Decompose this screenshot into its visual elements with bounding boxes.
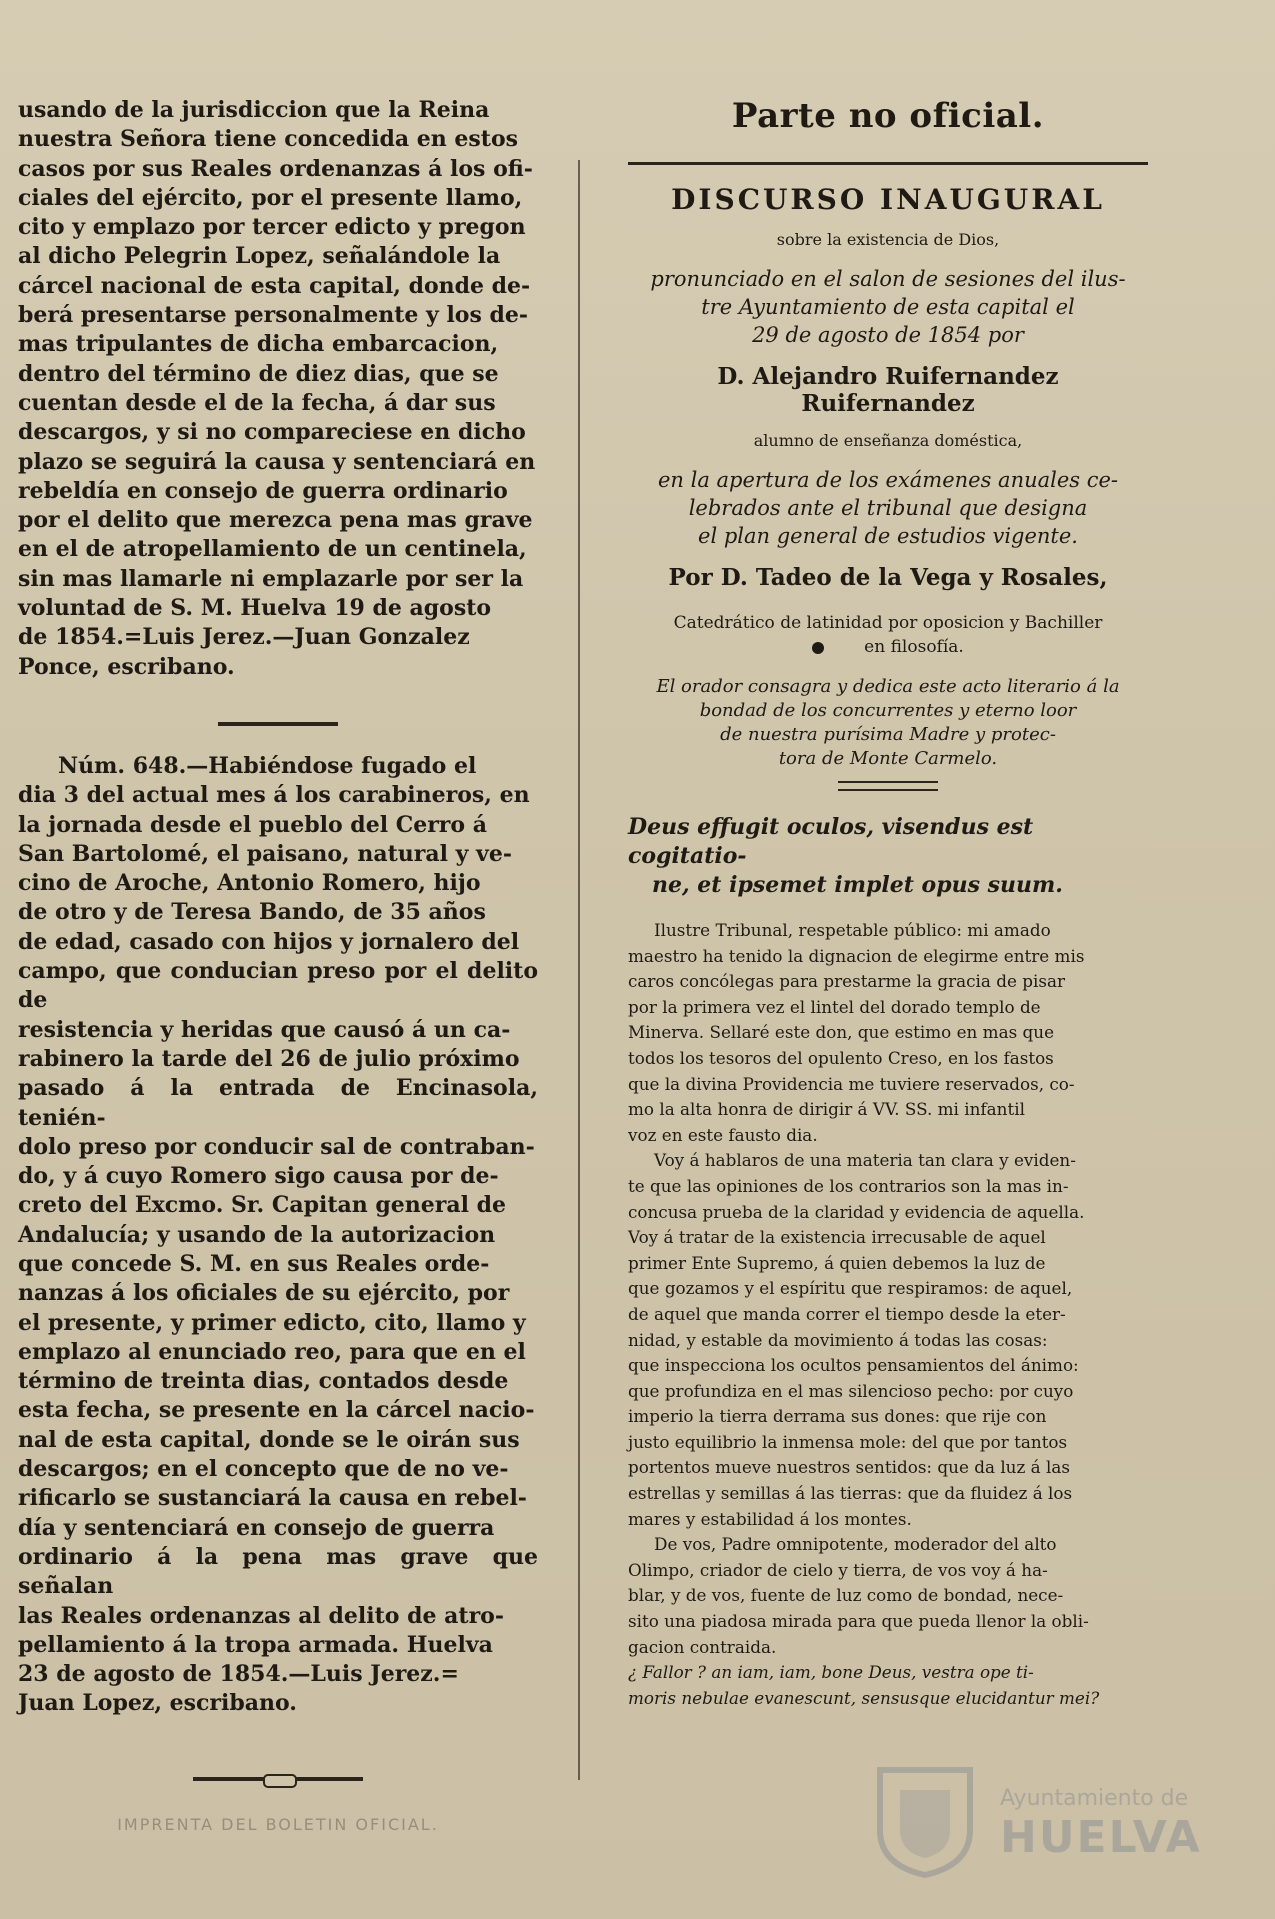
p2-line: rificarlo se sustanciará la causa en rebel- (18, 1485, 527, 1512)
heading-rule (628, 162, 1148, 165)
p2-line: de otro y de Teresa Bando, de 35 años (18, 899, 486, 926)
latin-motto (628, 813, 1148, 900)
p2-line: Juan Lopez, escribano. (18, 1690, 297, 1717)
p2-line: de edad, casado con hijos y jornalero del (18, 928, 520, 955)
end-ornament (193, 1777, 363, 1781)
b2-line: portentos mueve nuestros sentidos: que da luz á las (628, 1457, 1070, 1478)
p2-line: Andalucía; y usando de la autorizacion (18, 1221, 496, 1248)
watermark-main: HUELVA (1000, 1812, 1202, 1863)
p2-line: creto del Excmo. Sr. Capitan general de (18, 1192, 507, 1219)
p2-line: San Bartolomé, el paisano, natural y ve- (18, 840, 512, 867)
column-divider (578, 160, 580, 1780)
p1-line: voluntad de S. M. Huelva 19 de agosto (18, 595, 492, 622)
p1-line: ciales del ejército, por el presente llamo, (18, 184, 523, 211)
pron-line: pronunciado en el salon de sesiones del ilus- (650, 267, 1126, 291)
p2-line: término de treinta dias, contados desde (18, 1368, 509, 1395)
b3-line: blar, y de vos, fuente de luz como de bondad, nece- (628, 1585, 1064, 1606)
p2-line: Núm. 648.—Habiéndose fugado el (58, 752, 477, 779)
p2-line: el presente, y primer edicto, cito, llamo y (18, 1309, 526, 1336)
b2-line: de aquel que manda correr el tiempo desde la eter- (628, 1303, 1066, 1324)
p1-line: descargos, y si no compareciese en dicho (18, 419, 526, 446)
bullet-icon (812, 642, 824, 654)
p1-line: casos por sus Reales ordenanzas á los ofi- (18, 155, 533, 182)
b2-line: mares y estabilidad á los montes. (628, 1508, 912, 1529)
discourse-title: DISCURSO INAUGURAL (671, 183, 1105, 216)
section-separator (218, 722, 338, 726)
b2-line: Voy á tratar de la existencia irrecusable de aquel (628, 1227, 1046, 1248)
p1-line: sin mas llamarle ni emplazarle por ser la (18, 565, 524, 592)
p2-line: nanzas á los oficiales de su ejército, por (18, 1280, 510, 1307)
author-role: alumno de enseñanza doméstica, (753, 431, 1023, 450)
b1-line: todos los tesoros del opulento Creso, en los fastos (628, 1047, 1054, 1068)
right-column (628, 96, 1148, 1711)
b1-line: que la divina Providencia me tuviere reservados, co- (628, 1073, 1075, 1094)
p2-line: ordinario á la pena mas grave que señalan (18, 1543, 538, 1600)
body-paragraph-2 (628, 1148, 1148, 1532)
b1-line: por la primera vez el lintel del dorado templo de (628, 996, 1041, 1017)
p1-line: Ponce, escribano. (18, 653, 235, 680)
ded-line: bondad de los concurrentes y eterno loor (699, 700, 1077, 721)
double-rule (838, 781, 938, 791)
body-paragraph-3 (628, 1532, 1148, 1660)
b2-line: estrellas y semillas á las tierras: que da fluidez á los (628, 1483, 1073, 1504)
dedication-block (628, 675, 1148, 771)
by-role (628, 611, 1148, 659)
b2-line: imperio la tierra derrama sus dones: que rije con (628, 1406, 1047, 1427)
b1-line: voz en este fausto dia. (628, 1124, 818, 1145)
b2-line: que profundiza en el mas silencioso pecho: por cuyo (628, 1380, 1074, 1401)
pron-line: tre Ayuntamiento de esta capital el (701, 295, 1075, 319)
p2-line: do, y á cuyo Romero sigo causa por de- (18, 1163, 499, 1190)
b3-line: De vos, Padre omnipotente, moderador del alto (654, 1534, 1057, 1555)
by-role-line-2-text: en filosofía. (864, 637, 964, 657)
b2-line: que inspecciona los ocultos pensamientos del ánimo: (628, 1355, 1079, 1376)
edict-paragraph-648 (18, 752, 538, 1719)
p1-line: al dicho Pelegrin Lopez, señalándole la (18, 243, 501, 270)
pronounced-block (628, 265, 1148, 349)
b1-line: Ilustre Tribunal, respetable público: mi amado (654, 920, 1051, 940)
b2-line: que gozamos y el espíritu que respiramos: de aquel, (628, 1278, 1073, 1299)
occasion-block (628, 466, 1148, 550)
body-paragraph-1 (628, 918, 1148, 1148)
p1-line: berá presentarse personalmente y los de- (18, 302, 529, 329)
occ-line: el plan general de estudios vigente. (698, 524, 1078, 548)
p1-line: dentro del término de diez dias, que se (18, 360, 499, 387)
p2-line: emplazo al enunciado reo, para que en el (18, 1338, 526, 1365)
p2-line: cino de Aroche, Antonio Romero, hijo (18, 870, 481, 897)
p1-line: rebeldía en consejo de guerra ordinario (18, 477, 508, 504)
cl-line: moris nebulae evanescunt, sensusque elucidantur mei? (628, 1687, 1100, 1708)
by-line: Por D. Tadeo de la Vega y Rosales, (668, 564, 1108, 591)
p2-line: resistencia y heridas que causó á un ca- (18, 1016, 511, 1043)
p2-line: descargos; en el concepto que de no ve- (18, 1456, 509, 1483)
left-column (18, 96, 538, 1834)
ded-line: de nuestra purísima Madre y protec- (720, 724, 1056, 745)
p1-line: nuestra Señora tiene concedida en estos (18, 126, 519, 153)
b2-line: nidad, y estable da movimiento á todas las cosas: (628, 1329, 1048, 1350)
p2-line: dolo preso por conducir sal de contraban- (18, 1133, 535, 1160)
p2-line: esta fecha, se presente en la cárcel nacio- (18, 1397, 535, 1424)
p2-line: pellamiento á la tropa armada. Huelva (18, 1631, 493, 1658)
motto-line: Deus effugit oculos, visendus est cogitatio- (628, 814, 1034, 869)
watermark-top: Ayuntamiento de (1000, 1786, 1189, 1811)
p2-line: nal de esta capital, donde se le oirán sus (18, 1426, 520, 1453)
p2-line: día y sentenciará en consejo de guerra (18, 1514, 495, 1541)
p1-line: mas tripulantes de dicha embarcacion, (18, 331, 499, 358)
motto-line: ne, et ipsemet implet opus suum. (652, 872, 1063, 898)
p2-line: que concede S. M. en sus Reales orde- (18, 1250, 490, 1277)
occ-line: en la apertura de los exámenes anuales ce- (657, 468, 1119, 492)
p1-line: por el delito que merezca pena mas grave (18, 507, 533, 534)
p2-line: las Reales ordenanzas al delito de atro- (18, 1602, 504, 1629)
b2-line: justo equilibrio la inmensa mole: del que por tantos (628, 1431, 1068, 1452)
p1-line: cito y emplazo por tercer edicto y pregon (18, 214, 526, 241)
p2-line: campo, que conducian preso por el delito de (18, 958, 538, 1014)
b2-line: te que las opiniones de los contrarios son la mas in- (628, 1175, 1069, 1196)
b2-line: primer Ente Supremo, á quien debemos la luz de (628, 1252, 1046, 1273)
p1-line: cuentan desde el de la fecha, á dar sus (18, 389, 496, 416)
ded-line: El orador consagra y dedica este acto literario á la (656, 676, 1120, 697)
p1-line: cárcel nacional de esta capital, donde de- (18, 272, 531, 299)
pron-line: 29 de agosto de 1854 por (752, 323, 1024, 347)
b2-line: Voy á hablaros de una materia tan clara y eviden- (654, 1150, 1076, 1171)
ded-line: tora de Monte Carmelo. (778, 748, 998, 769)
shield-icon (870, 1760, 980, 1880)
b1-line: mo la alta honra de dirigir á VV. SS. mi infantil (628, 1099, 1025, 1120)
b3-line: Olimpo, criador de cielo y tierra, de vos voy á ha- (628, 1559, 1048, 1580)
p2-line: 23 de agosto de 1854.—Luis Jerez.= (18, 1661, 459, 1688)
p1-line: de 1854.=Luis Jerez.—Juan Gonzalez (18, 624, 470, 651)
p2-line: rabinero la tarde del 26 de julio próximo (18, 1045, 520, 1072)
p2-line: pasado á la entrada de Encinasola, tenién- (18, 1075, 538, 1131)
b3-line: gacion contraida. (628, 1636, 777, 1657)
p1-line: plazo se seguirá la causa y sentenciará en (18, 448, 536, 475)
edict-paragraph-1 (18, 96, 538, 682)
b2-line: concusa prueba de la claridad y evidencia de aquella. (628, 1201, 1085, 1222)
cl-line: ¿ Fallor ? an iam, iam, bone Deus, vestra ope ti- (628, 1662, 1034, 1683)
imprint-line: IMPRENTA DEL BOLETIN OFICIAL. (117, 1814, 439, 1834)
p2-line: dia 3 del actual mes á los carabineros, en (18, 782, 530, 809)
by-role-line-1: Catedrático de latinidad por oposicion y Bachiller (673, 613, 1103, 633)
b3-line: sito una piadosa mirada para que pueda llenor la obli- (628, 1611, 1089, 1632)
author-name: D. Alejandro Ruifernandez Ruifernandez (717, 363, 1059, 417)
discourse-subtitle: sobre la existencia de Dios, (776, 230, 1000, 249)
section-heading: Parte no oficial. (731, 96, 1045, 136)
b1-line: caros concólegas para prestarme la gracia de pisar (628, 971, 1065, 992)
p2-line: la jornada desde el pueblo del Cerro á (18, 811, 487, 838)
p1-line: en el de atropellamiento de un centinela, (18, 536, 527, 563)
p1-line: usando de la jurisdiccion que la Reina (18, 97, 490, 123)
b1-line: Minerva. Sellaré este don, que estimo en mas que (628, 1022, 1055, 1043)
by-role-line-2 (628, 635, 1148, 659)
b1-line: maestro ha tenido la dignacion de elegirme entre mis (628, 945, 1085, 966)
occ-line: lebrados ante el tribunal que designa (688, 496, 1088, 520)
closing-latin (628, 1660, 1148, 1711)
archive-watermark (870, 1760, 1200, 1880)
